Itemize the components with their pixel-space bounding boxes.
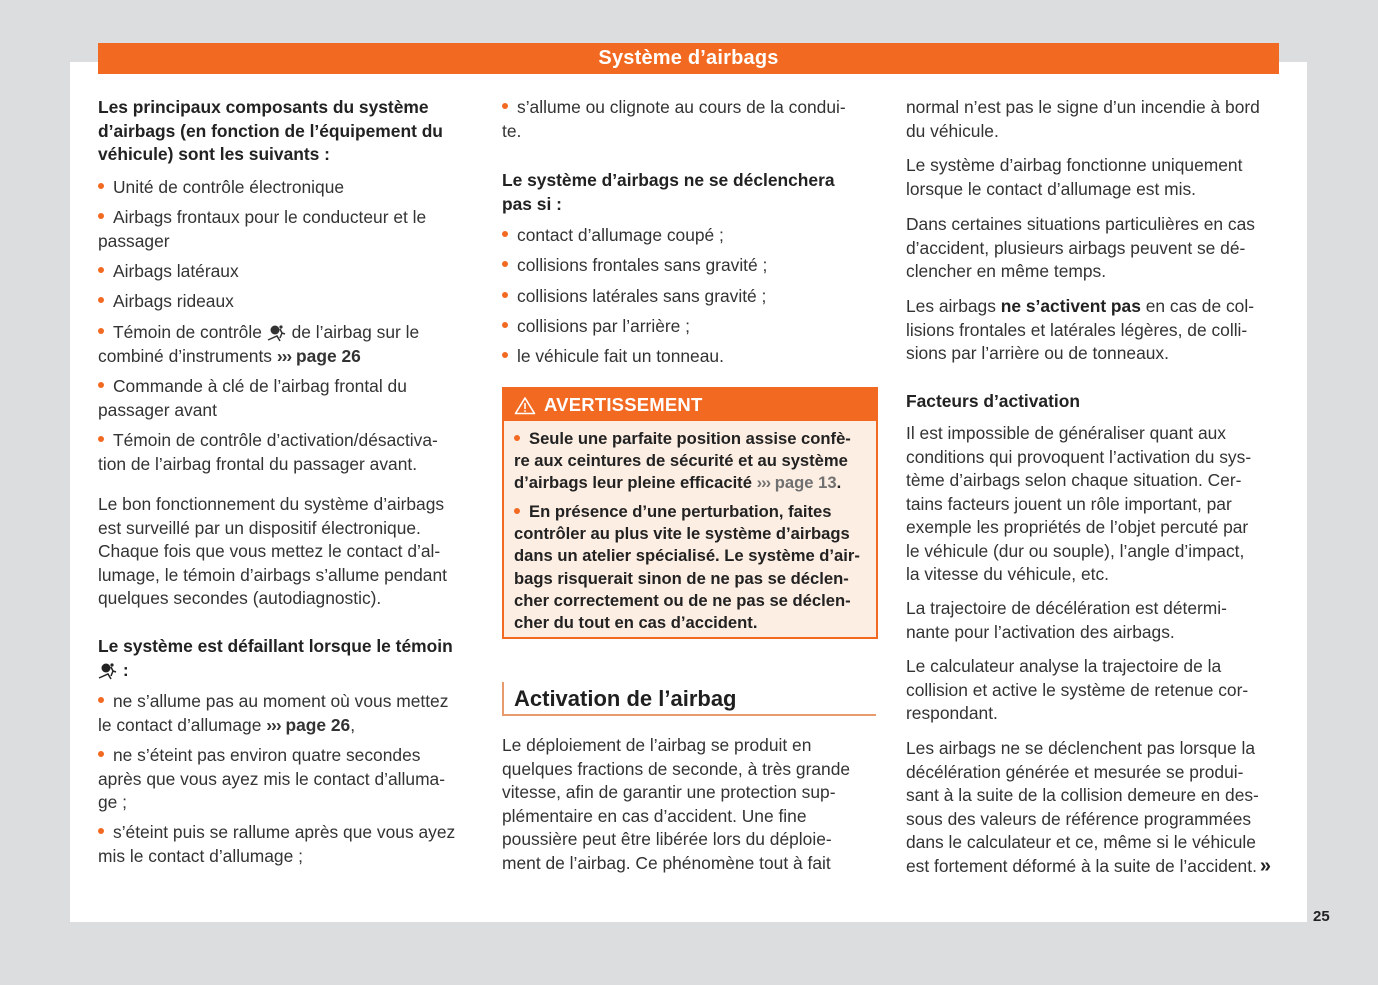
paragraph: La trajectoire de décélération est détermi- nante pour l’activation des airbags. [906,598,1227,642]
airbag-warning-icon [267,324,287,342]
bullet-icon [98,328,104,334]
page-reference-link[interactable]: ››› page 26 [276,345,361,366]
list-item: collisions latérales sans gravité ; [502,285,766,309]
bullet-icon [502,292,508,298]
bullet-icon [98,267,104,273]
warning-triangle-icon [514,396,536,415]
chapter-header [98,43,1279,74]
bullet-icon [502,103,508,109]
list-item: Airbags rideaux [98,290,234,314]
warning-item: Seule une parfaite position assise confè- re aux ceintures de sécurité et au système d’airbags leur pleine efficacité ››› page 13. [514,429,851,493]
bullet-icon [98,436,104,442]
no-trigger-heading: Le système d’airbags ne se déclenchera pas si : [502,170,835,214]
section-heading-activation: Activation de l’airbag [502,682,876,716]
paragraph: Dans certaines situations particulières en cas d’accident, plusieurs airbags peuvent se dé- clencher en même temps. [906,214,1255,281]
bullet-icon [502,261,508,267]
list-item: le véhicule fait un tonneau. [502,345,724,369]
bullet-icon [502,322,508,328]
continued-icon: » [1259,854,1272,877]
list-item: Témoin de contrôle de l’airbag sur le combiné d’instruments ››› page 26 [98,322,420,366]
warning-header: AVERTISSEMENT [504,389,876,421]
paragraph: normal n’est pas le signe d’un incendie à bord du véhicule. [906,97,1260,141]
bullet-icon [98,751,104,757]
list-item: ne s’éteint pas environ quatre secondes après que vous ayez mis le contact d’alluma- ge ; [98,745,446,812]
failure-heading: Le système est défaillant lorsque le témoin : [98,636,453,680]
bullet-icon [514,435,520,441]
list-item: ne s’allume pas au moment où vous mettez le contact d’allumage ››› page 26, [98,691,449,735]
factors-heading: Facteurs d’activation [906,391,1080,411]
bullet-icon [98,697,104,703]
components-heading: Les principaux composants du système d’airbags (en fonction de l’équipement du véhicule) sont les suivants : [98,97,443,164]
list-item: Commande à clé de l’airbag frontal du passager avant [98,376,407,420]
list-item: Airbags frontaux pour le conducteur et le passager [98,207,427,251]
paragraph: Le système d’airbag fonctionne uniquement lorsque le contact d’allumage est mis. [906,155,1243,199]
page-reference-link[interactable]: ››› page 13 [756,473,837,493]
activation-paragraph: Le déploiement de l’airbag se produit en quelques fractions de seconde, à très grande vitesse, afin de garantir une protection sup- plémentaire en cas d’accident. Une fine poussière peut être libérée lors du déploie- ment de l’airbag. Ce phénomène tout à fait [502,735,851,873]
list-item: s’allume ou clignote au cours de la condui- te. [502,97,846,141]
list-item: collisions frontales sans gravité ; [502,254,767,278]
bullet-icon [98,183,104,189]
list-item: Unité de contrôle électronique [98,176,344,200]
monitoring-paragraph: Le bon fonctionnement du système d’airbags est surveillé par un dispositif électronique. Chaque fois que vous mettez le contact d’al- lumage, le témoin d’airbags s’allume pendant quelques secondes (autodiagnostic). [98,494,447,608]
list-item: s’éteint puis se rallume après que vous ayez mis le contact d’allumage ; [98,822,456,866]
chapter-title: Système d’airbags [598,47,779,69]
paragraph: Le calculateur analyse la trajectoire de la collision et active le système de retenue cor- respondant. [906,656,1249,723]
list-item: collisions par l’arrière ; [502,315,690,339]
bullet-icon [98,213,104,219]
paragraph: Les airbags ne se déclenchent pas lorsque la décélération générée et mesurée se produi- sant à la suite de la collision demeure en des- sous des valeurs de référence programmées dans le calculateur et ce, même si le véhicule est fortement déformé à la suite de l’accident. » [906,738,1272,877]
bullet-icon [502,352,508,358]
bullet-icon [98,828,104,834]
airbag-warning-icon [98,662,118,680]
page-reference-link[interactable]: ››› page 26 [266,714,351,735]
paragraph: Il est impossible de généraliser quant aux conditions qui provoquent l’activation du sys- tème d’airbags selon chaque situation. Cer- tains facteurs jouent un rôle important, par exemple les propriétés de l’objet percuté par le véhicule (dur ou souple), l’angle d’impact, la vitesse du véhicule, etc. [906,423,1252,584]
bullet-icon [98,382,104,388]
warning-item: En présence d’une perturbation, faites contrôler au plus vite le système d’airbags dans un atelier spécialisé. Le système d’air- bags risquerait sinon de ne pas se déclen- cher correctement ou de ne pas se déclen- cher du tout en cas d’accident. [514,502,860,633]
list-item: Airbags latéraux [98,260,239,284]
list-item: Témoin de contrôle d’activation/désactiva- tion de l’airbag frontal du passager avant. [98,430,438,474]
page-number: 25 [1313,908,1330,925]
bullet-icon [502,231,508,237]
list-item: contact d’allumage coupé ; [502,224,724,248]
bullet-icon [98,297,104,303]
warning-box [502,387,878,639]
bullet-icon [514,508,520,514]
paragraph: Les airbags ne s’activent pas en cas de col- lisions frontales et latérales légères, de colli- sions par l’arrière ou de tonneaux. [906,296,1255,363]
